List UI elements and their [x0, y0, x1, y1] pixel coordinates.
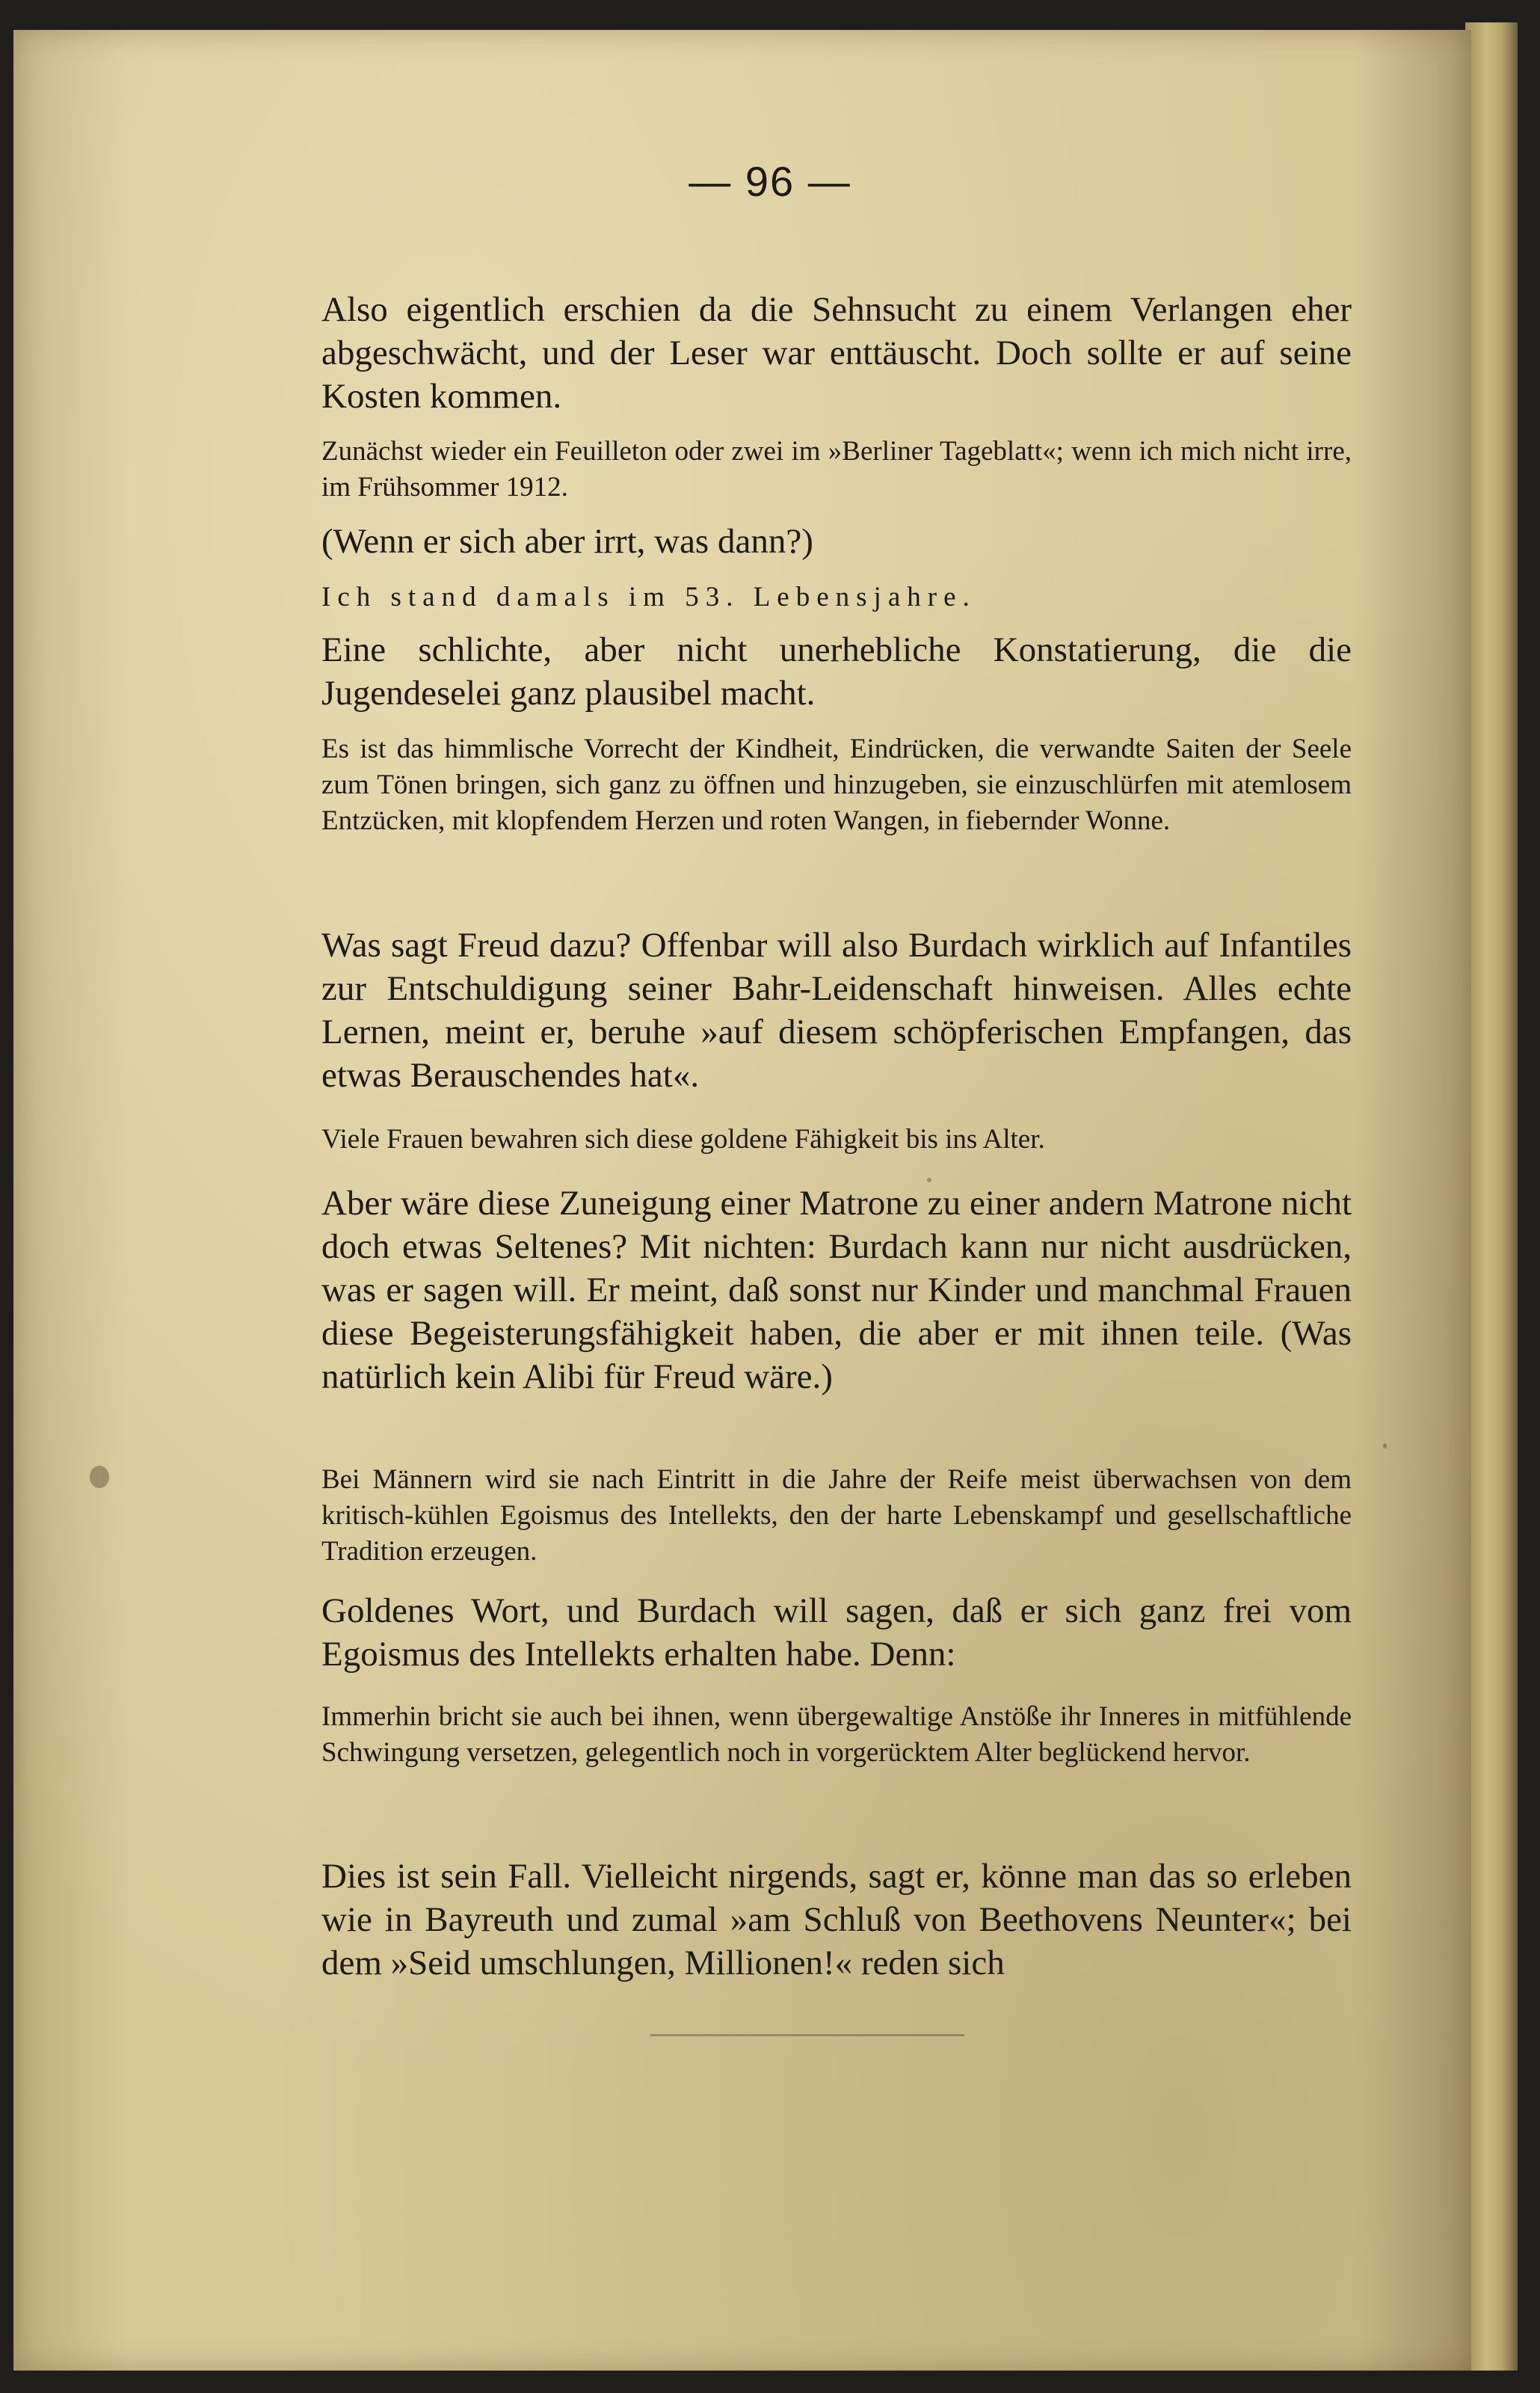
paragraph-1: Also eigentlich erschien da die Sehnsucht zu einem Verlangen eher abgeschwächt, und der Leser war enttäuscht. Doch sollte er auf seine Kosten kommen.	[321, 290, 1352, 416]
quote-paragraph-2: Ich stand damals im 53. Lebensjahre.	[321, 582, 976, 612]
footer-rule	[650, 2034, 964, 2036]
quote-paragraph-6: Immerhin bricht sie auch bei ihnen, wenn übergewaltige Anstöße ihr Inneres in mitfühlende Schwingung versetzen, gelegentlich noch in vorgerücktem Alter beglückend hervor.	[321, 1701, 1352, 1768]
quote-paragraph-4: Viele Frauen bewahren sich diese goldene Fähigkeit bis ins Alter.	[321, 1124, 1045, 1155]
paragraph-3: Eine schlichte, aber nicht unerhebliche Konstatierung, die die Jugendeselei ganz plausibel macht.	[321, 630, 1352, 713]
page-edge	[1465, 22, 1518, 2371]
paper-speck	[1383, 1443, 1387, 1449]
paragraph-2: (Wenn er sich aber irrt, was dann?)	[321, 522, 813, 561]
page-number: — 96 —	[689, 158, 851, 205]
quote-paragraph-3: Es ist das himmlische Vorrecht der Kindheit, Eindrücken, die verwandte Saiten der Seele zum Tönen bringen, sich ganz zu öffnen und hinzugeben, sie einzuschlürfen mit atemlosem Entzücken, mit klopfendem Herzen und roten Wangen, in fiebernder Wonne.	[321, 734, 1352, 836]
paper-speck	[927, 1178, 931, 1182]
quote-paragraph-5: Bei Männern wird sie nach Eintritt in die Jahre der Reife meist überwachsen von dem kritisch-kühlen Egoismus des Intellekts, den der harte Lebenskampf und gesellschaftliche Tradition erzeugen.	[321, 1464, 1352, 1567]
paper-speck	[90, 1466, 109, 1488]
paragraph-4: Was sagt Freud dazu? Offenbar will also Burdach wirklich auf Infantiles zur Entschuldigung seiner Bahr-Leidenschaft hinweisen. Alles echte Lernen, meint er, beruhe »auf diesem schöpferischen Empfangen, das etwas Berauschendes hat«.	[321, 926, 1352, 1095]
quote-paragraph-1: Zunächst wieder ein Feuilleton oder zwei im »Berliner Tageblatt«; wenn ich mich nicht irre, im Frühsommer 1912.	[321, 436, 1352, 503]
paragraph-7: Dies ist sein Fall. Vielleicht nirgends, sagt er, könne man das so erleben wie in Bayreuth und zumal »am Schluß von Beethovens Neunter«; bei dem »Seid umschlungen, Millionen!« reden sich	[321, 1857, 1352, 1982]
paragraph-5: Aber wäre diese Zuneigung einer Matrone zu einer andern Matrone nicht doch etwas Seltenes? Mit nichten: Burdach kann nur nicht ausdrücken, was er sagen will. Er meint, daß sonst nur Kinder und manchmal Frauen diese Begeisterungsfähigkeit haben, die aber er mit ihnen teile. (Was natürlich kein Alibi für Freud wäre.)	[321, 1184, 1352, 1396]
paragraph-6: Goldenes Wort, und Burdach will sagen, daß er sich ganz frei vom Egoismus des Intellekts erhalten habe. Denn:	[321, 1591, 1352, 1674]
